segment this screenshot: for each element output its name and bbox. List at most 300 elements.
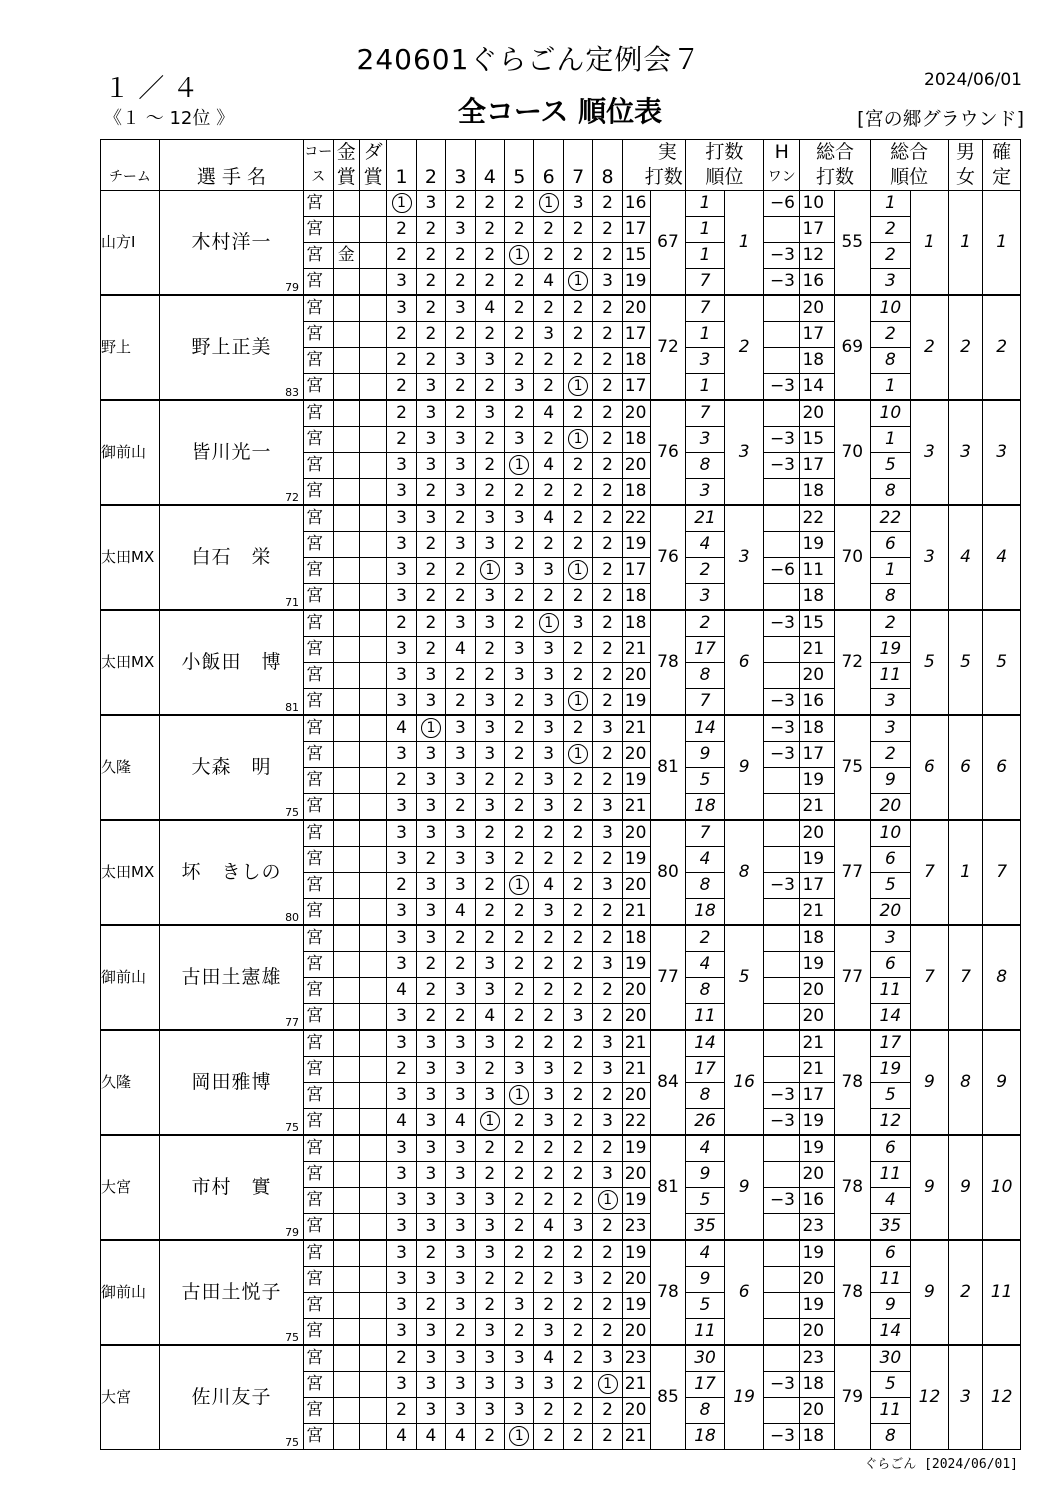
hole-score-cell [593,269,622,296]
final-rank-cell: 6 [983,715,1021,820]
stroke-rank-cell: 1 [725,191,764,296]
hole-score: 2 [543,376,555,396]
hole-score-cell [446,532,475,558]
hole-score: 2 [396,245,407,265]
round-score-cell: 17 [622,217,650,243]
hole-in-one-cell [763,925,800,952]
hole-score: 3 [396,928,407,948]
hole-score-cell [446,269,475,296]
da-award-cell [359,1267,386,1293]
hole-score-cell [505,1030,534,1057]
round-score-cell: 19 [622,847,650,873]
hole-score-cell [416,322,445,348]
hole-score-cell [416,269,445,296]
round-score-cell: 18 [622,427,650,453]
player-name-cell [159,715,303,820]
hole-score: 3 [572,1006,584,1026]
player-name-cell [159,295,303,400]
hole-score: 2 [484,665,496,685]
hole-score: 2 [454,271,466,291]
hole-score-cell [387,1424,416,1450]
hole-score-cell [534,191,563,217]
hole-score: 3 [454,219,466,239]
hole-score-cell [534,715,563,742]
hole-score-cell [446,427,475,453]
total-strokes-cell: 77 [835,820,871,925]
round-overall-cell: 17 [870,1030,911,1057]
hole-score: 2 [396,219,407,239]
hole-score: 3 [543,1321,555,1341]
hole-score-cell [475,1109,504,1136]
hole-score-cell [505,269,534,296]
hole-score-cell [534,1004,563,1031]
hole-score: 2 [454,508,466,528]
hole-score: 3 [396,901,407,921]
final-rank-cell: 8 [983,925,1021,1030]
hole-score: 2 [396,875,407,895]
hole-score-cell [534,243,563,269]
hole-score-cell [416,243,445,269]
round-overall-cell: 3 [870,925,911,952]
stroke-rank-cell: 3 [725,400,764,505]
stroke-rank-cell: 5 [725,925,764,1030]
hole-in-one-cell [763,322,800,348]
hole-score: 3 [454,1164,466,1184]
hole-score-cell [534,1267,563,1293]
player-name: 古田土憲雄 [181,966,282,988]
hole-score-cell [563,1162,592,1188]
hole-score: 2 [425,613,437,633]
hole-score-cell [563,558,592,584]
hole-score: 2 [454,1321,466,1341]
hole-score: 3 [484,1400,496,1420]
hole-score-cell [416,1267,445,1293]
hole-score: 2 [484,219,496,239]
player-age: 72 [285,491,300,504]
hole-in-one-cell [763,1319,800,1346]
hole-score-cell [593,820,622,847]
hole-score: 2 [572,796,584,816]
table-row [101,1030,1021,1057]
hole-score: 2 [572,1243,584,1263]
hole-score: 3 [454,823,466,843]
hole-score: 2 [543,928,555,948]
hole-score-cell [505,899,534,926]
hole-score: 3 [396,691,407,711]
hole-score: 2 [513,718,525,738]
hole-score-cell [387,427,416,453]
hole-score: 2 [484,429,496,449]
hole-score-cell [475,453,504,479]
hole-in-one-score: 1 [480,1111,500,1131]
da-award-cell [359,742,386,768]
round-score-cell: 17 [622,374,650,401]
table-header: コー 金 ダ 実 打数 H 総合 総合 男 確 チーム 選 手 名 ス 賞 賞 1 2 3 4 5 6 7 8 打数 順位 ワン 打数 順位 女 定 [101,140,1021,191]
player-age: 75 [285,806,300,819]
round-total-cell: 21 [800,1030,835,1057]
hole-score-cell [416,1398,445,1424]
player-age: 81 [285,701,300,714]
hole-score-cell [475,899,504,926]
hole-score-cell [475,1267,504,1293]
hole-in-one-cell [763,217,800,243]
gold-award-cell [333,453,359,479]
hole-in-one-cell: −3 [763,1109,800,1136]
hole-score-cell [475,1057,504,1083]
hole-score: 2 [572,928,584,948]
overall-rank-cell: 12 [911,1345,949,1450]
hole-score-cell [446,1214,475,1241]
hole-score-cell [563,768,592,794]
hole-in-one-cell [763,1030,800,1057]
hole-in-one-cell: −3 [763,374,800,401]
hole-score-cell [446,348,475,374]
gold-award-cell [333,610,359,637]
gold-award-cell [333,348,359,374]
gold-award-cell [333,1424,359,1450]
hole-score-cell [593,742,622,768]
hole-score: 3 [484,1033,496,1053]
hole-score: 3 [425,665,437,685]
hole-score-cell [563,1267,592,1293]
round-score-cell: 18 [622,348,650,374]
hole-score-cell [387,1372,416,1398]
hole-score-cell [416,1083,445,1109]
hole-score-cell [416,794,445,821]
round-overall-cell: 8 [870,348,911,374]
name-header: 選 手 名 [159,165,303,191]
hole-score-cell [534,400,563,427]
hole-score: 2 [396,350,407,370]
hole-in-one-cell: −3 [763,1083,800,1109]
hole-score: 2 [602,639,613,659]
hole-in-one-score: 1 [568,429,588,449]
round-total-cell: 18 [800,479,835,506]
hole-score: 2 [513,403,525,423]
hole-score: 3 [454,1374,466,1394]
course-cell: 宮 [304,742,333,768]
hole-score-cell [593,1267,622,1293]
hole-score-cell [387,610,416,637]
actual-strokes-cell: 67 [651,191,686,296]
hole-score-cell [563,820,592,847]
hole-score-cell [387,978,416,1004]
hole-score: 2 [572,1426,584,1446]
hole-score: 2 [484,875,496,895]
hole-score: 2 [484,455,496,475]
round-overall-cell: 8 [870,479,911,506]
da-award-cell [359,217,386,243]
round-score-cell: 21 [622,794,650,821]
hole-score-cell [563,1057,592,1083]
hole-score-cell [563,427,592,453]
hole-score: 3 [396,849,407,869]
hole-score: 3 [396,271,407,291]
hole-score: 2 [602,1321,613,1341]
round-score-cell: 20 [622,1319,650,1346]
round-total-cell: 20 [800,400,835,427]
player-name-cell [159,1345,303,1450]
total-strokes-cell: 72 [835,610,871,715]
hole-score: 3 [425,1216,437,1236]
hio-header: H [763,140,800,166]
hole-score-cell [475,348,504,374]
hole-score: 2 [602,901,613,921]
hole-score: 3 [396,1138,407,1158]
hole-score: 3 [543,665,555,685]
gold-award-cell [333,374,359,401]
hole-score: 2 [454,560,466,580]
hole-score-cell [387,1030,416,1057]
hole-score-cell [505,1293,534,1319]
hole-score-cell [593,322,622,348]
hole-score-cell [563,1240,592,1267]
round-overall-cell: 5 [870,453,911,479]
hole-score: 4 [543,271,555,291]
hole-score: 3 [454,429,466,449]
hole-score-cell [446,847,475,873]
hole-score-cell [446,1057,475,1083]
player-name-cell [159,1135,303,1240]
hole-score-cell [534,1319,563,1346]
stroke-rank-cell: 2 [725,295,764,400]
hole-score-cell [505,479,534,506]
player-age: 79 [285,281,300,294]
hole-score-cell [505,348,534,374]
hole-score-cell [505,1345,534,1372]
hole-score: 3 [425,1085,437,1105]
gold-award-cell [333,1162,359,1188]
hole-score: 2 [513,1164,525,1184]
hole-score: 2 [425,1006,437,1026]
hole-score-cell [593,400,622,427]
hole-score: 2 [513,1111,525,1131]
hole-score: 4 [454,901,466,921]
hole-score-cell [387,794,416,821]
round-rank-cell: 2 [685,610,725,637]
course-cell: 宮 [304,1319,333,1346]
hole-score-cell [475,847,504,873]
hole-score: 2 [454,1006,466,1026]
total-strokes-cell: 78 [835,1135,871,1240]
hole-in-one-cell: −3 [763,427,800,453]
round-total-cell: 12 [800,243,835,269]
hole-score-cell [563,847,592,873]
table-row [101,191,1021,217]
round-rank-cell: 1 [685,374,725,401]
hole-score: 3 [396,639,407,659]
hole-score: 3 [425,1348,437,1368]
hole-score-cell [505,1267,534,1293]
course-cell: 宮 [304,1293,333,1319]
da-award-cell [359,978,386,1004]
hole-score-cell [446,191,475,217]
player-name-cell [159,1240,303,1345]
round-score-cell: 19 [622,1240,650,1267]
table-subtitle: 全コース 順位表 [457,95,663,128]
gender-rank-cell: 1 [948,191,983,296]
hole-in-one-cell [763,1267,800,1293]
hole-score: 2 [484,1059,496,1079]
da-award-cell [359,689,386,716]
round-total-cell: 17 [800,742,835,768]
hole-score-cell [563,453,592,479]
hole-in-one-score: 1 [509,245,529,265]
hole-score: 2 [572,1374,584,1394]
da-award-cell [359,191,386,217]
hole-score-cell [475,1214,504,1241]
hole-score: 2 [513,980,525,1000]
round-rank-cell: 5 [685,768,725,794]
hole-score-cell [416,1240,445,1267]
hole-score-cell [475,269,504,296]
hole-score: 2 [513,613,525,633]
hole-score-cell [475,1293,504,1319]
round-score-cell: 19 [622,1293,650,1319]
hole-score-cell [416,1345,445,1372]
player-name-cell [159,1030,303,1135]
hole-score-cell [416,820,445,847]
hole-score-cell [387,558,416,584]
course-cell: 宮 [304,1240,333,1267]
round-overall-cell: 10 [870,400,911,427]
hole-score-cell [534,637,563,663]
hole-score-cell [387,1004,416,1031]
hole-score-cell [416,899,445,926]
hole-score: 2 [425,639,437,659]
hole-score-cell [475,742,504,768]
hole-score: 3 [396,954,407,974]
round-rank-cell: 11 [685,1319,725,1346]
hole-score-cell [563,925,592,952]
hole-in-one-cell [763,1057,800,1083]
hole-score: 2 [602,744,613,764]
hole-score: 3 [425,1033,437,1053]
hole-score: 2 [602,350,613,370]
hole-score-cell [446,820,475,847]
hole-score-cell [593,427,622,453]
round-overall-cell: 6 [870,847,911,873]
course-cell: 宮 [304,1372,333,1398]
hole-score-cell [563,1030,592,1057]
actual-strokes-cell: 85 [651,1345,686,1450]
round-overall-cell: 9 [870,1293,911,1319]
page-number: １ ／ ４ [104,74,199,104]
hole-score-cell [505,925,534,952]
hole-score: 2 [602,403,613,423]
hole-score-cell [416,400,445,427]
hole-score: 2 [396,429,407,449]
overall-rank-cell: 3 [911,505,949,610]
hole-score: 3 [425,455,437,475]
hole-score: 3 [454,455,466,475]
player-age: 75 [285,1436,300,1449]
da-award-cell [359,269,386,296]
hole-score: 3 [484,980,496,1000]
final-rank-cell: 4 [983,505,1021,610]
hole-score: 4 [454,1111,466,1131]
round-rank-cell: 9 [685,1267,725,1293]
hole-score-cell [505,427,534,453]
table-row [101,925,1021,952]
hole-score: 2 [513,1138,525,1158]
hole-score: 3 [396,560,407,580]
final-rank-cell: 5 [983,610,1021,715]
total-header: 総合 [800,140,870,166]
hole-score: 3 [425,770,437,790]
hole-in-one-cell: −3 [763,1188,800,1214]
da-award-cell [359,348,386,374]
hole-in-one-cell [763,820,800,847]
hole-score-cell [593,191,622,217]
hole-score: 2 [425,324,437,344]
hole-score-cell [475,1424,504,1450]
hole-score: 2 [513,770,525,790]
hole-score: 2 [543,219,555,239]
round-score-cell: 19 [622,768,650,794]
hole-score: 3 [543,324,555,344]
hole-in-one-score: 1 [480,560,500,580]
round-total-cell: 17 [800,322,835,348]
team-cell: 御前山 [101,400,160,505]
course-cell: 宮 [304,1188,333,1214]
hole-score: 3 [543,770,555,790]
gender-rank-cell: 3 [948,400,983,505]
hole-score: 3 [396,455,407,475]
hole-score: 3 [513,376,525,396]
hole-score-cell [446,663,475,689]
hole-in-one-cell: −6 [763,558,800,584]
round-overall-cell: 2 [870,610,911,637]
da-award-cell [359,1372,386,1398]
hole-score-cell [387,1398,416,1424]
hole-score-cell [505,1004,534,1031]
da-award-cell [359,479,386,506]
hole-score: 2 [602,613,613,633]
round-overall-cell: 14 [870,1319,911,1346]
hole-score: 3 [454,1190,466,1210]
actual-strokes-cell: 72 [651,295,686,400]
round-total-cell: 19 [800,1135,835,1162]
round-score-cell: 21 [622,1057,650,1083]
hole-score: 2 [396,1059,407,1079]
hole-score: 3 [425,1374,437,1394]
round-overall-cell: 11 [870,663,911,689]
round-overall-cell: 20 [870,794,911,821]
hole-score-cell [534,558,563,584]
total-strokes-cell: 78 [835,1030,871,1135]
hole-in-one-cell: −3 [763,689,800,716]
hole-score-cell [387,584,416,611]
hole-score-cell [563,295,592,322]
hole-score-cell [505,374,534,401]
hole-score: 4 [543,875,555,895]
hole-score: 3 [543,1085,555,1105]
hole-score-cell [563,899,592,926]
hole-in-one-cell: −3 [763,269,800,296]
hole-score-cell [416,217,445,243]
hole-score-cell [416,742,445,768]
hole-score-cell [534,794,563,821]
hole-score-cell [534,1188,563,1214]
hole-score: 2 [425,586,437,606]
hole-score-cell [446,479,475,506]
round-total-cell: 16 [800,1188,835,1214]
round-total-cell: 10 [800,191,835,217]
hole-score-cell [563,505,592,532]
da-award-cell [359,925,386,952]
team-cell: 大宮 [101,1345,160,1450]
